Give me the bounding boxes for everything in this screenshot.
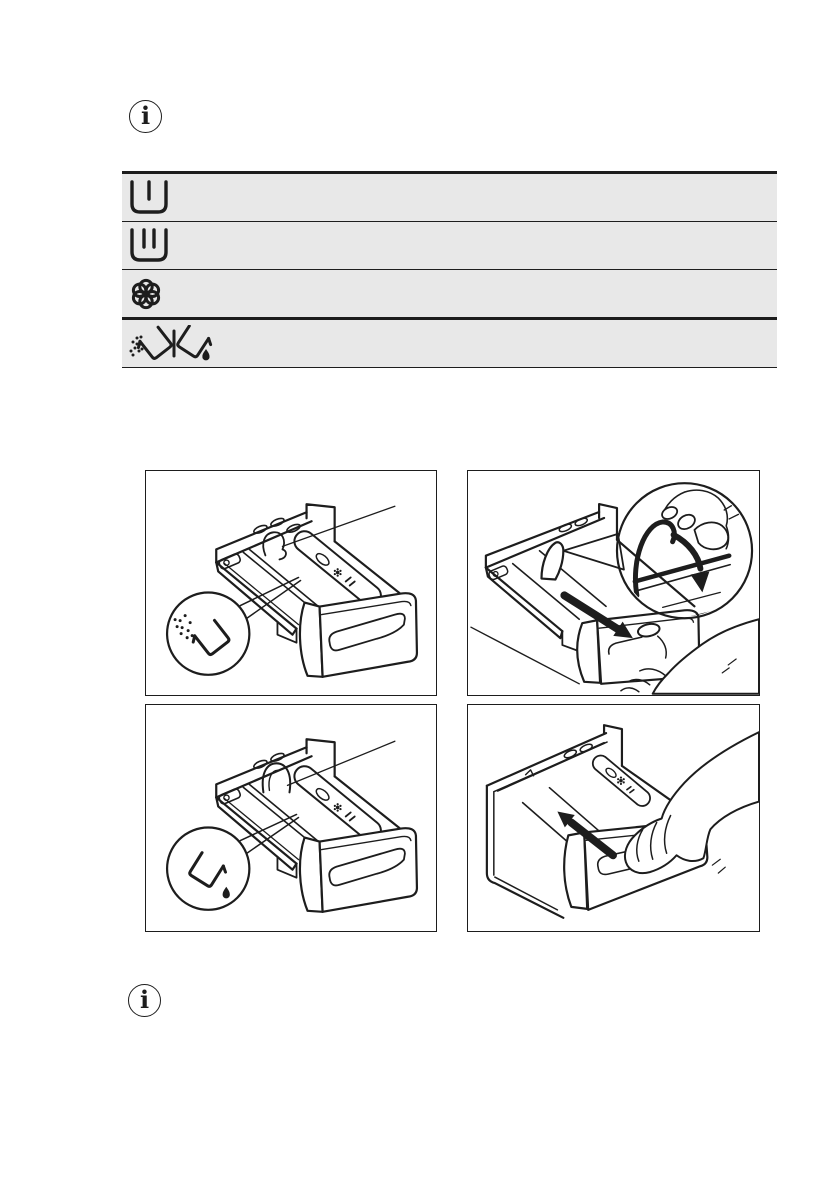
- figure-add-powder-detergent: [145, 470, 437, 696]
- table-row-mainwash: [122, 222, 777, 270]
- softener-dome: [263, 763, 291, 792]
- flower-mark: [334, 803, 342, 812]
- info-icon: [129, 100, 162, 133]
- figure-flip-flap-pull-drawer: [467, 470, 760, 696]
- powder-or-liquid-detergent-icon: [128, 325, 218, 363]
- callout-circle: [167, 593, 249, 675]
- flap-detail: [635, 490, 739, 621]
- table-row-softener: [122, 270, 777, 320]
- flip-arrowhead: [690, 572, 709, 593]
- powder-dots: [130, 335, 144, 356]
- info-icon: [128, 984, 161, 1017]
- figure-add-liquid-additive: [145, 704, 437, 932]
- info-icon-glyph: i: [140, 100, 151, 130]
- callout-wedge: [563, 534, 624, 570]
- raised-flap: [541, 542, 563, 579]
- info-icon-glyph: i: [139, 984, 150, 1014]
- table-row-detergent-type: [122, 320, 777, 367]
- hand: [625, 732, 759, 873]
- compartment-symbol-table: [122, 171, 777, 368]
- liquid-drop: [202, 349, 209, 360]
- flower-mark: [617, 776, 625, 785]
- table-row-prewash: [122, 174, 777, 222]
- callout-circle: [167, 828, 249, 910]
- flower-mark: [334, 568, 342, 577]
- softener-flower-compartment-icon: [128, 276, 164, 312]
- prewash-compartment-icon: [128, 180, 170, 216]
- mainwash-compartment-icon: [128, 228, 170, 264]
- figure-close-drawer: [467, 704, 760, 932]
